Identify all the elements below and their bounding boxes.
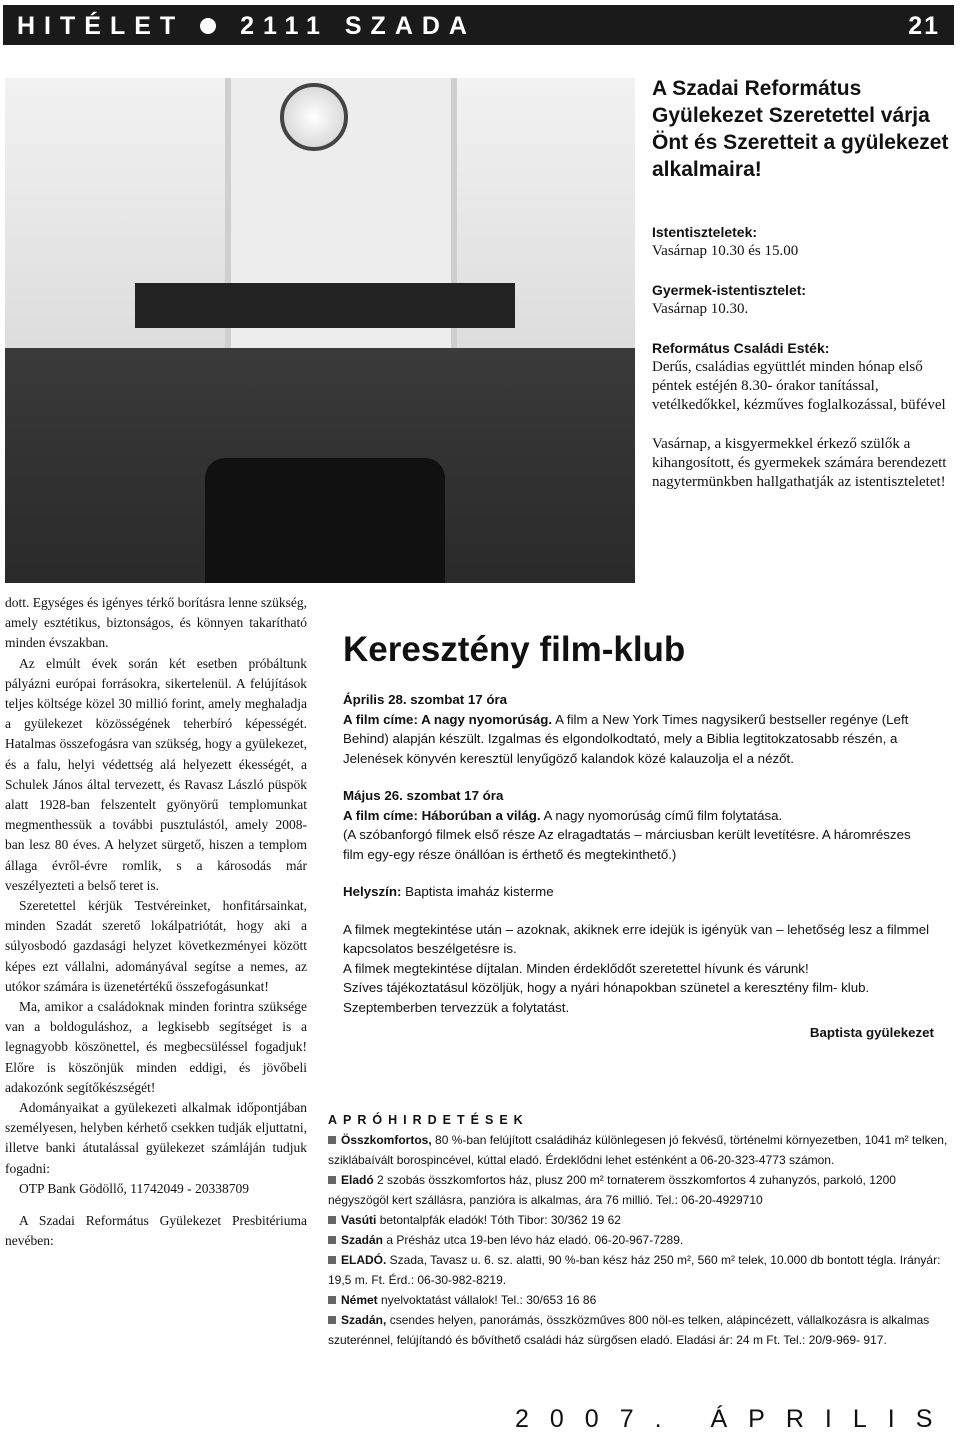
filmclub-info: Szíves tájékoztatásul közöljük, hogy a nyári hónapokban szünetel a keresztény film- klub. Szeptemberben tervezzük a folytatást. xyxy=(343,980,870,1015)
film1-date: Április 28. szombat 17 óra xyxy=(343,692,508,707)
ad-keyword: ELADÓ. xyxy=(341,1253,387,1267)
ad-keyword: Összkomfortos, xyxy=(341,1133,432,1147)
header-section: HITÉLET xyxy=(17,12,185,40)
ad-text: a Présház utca 19-ben lévo ház eladó. 06-20-967-7289. xyxy=(383,1233,684,1247)
ad-item xyxy=(328,1170,948,1210)
round-window-icon xyxy=(280,83,348,151)
film2-desc xyxy=(343,806,934,826)
film1-desc xyxy=(343,710,934,769)
ad-text: 80 %-ban felújított családiház különlegesen jó fekvésű, történelmi környezetben, 1041 m² telken, sziklábaívált borospincével, kúttal eladó. Érdeklődni lehet esténként a 06-20-323-4773 számon. xyxy=(328,1133,948,1167)
church-info xyxy=(652,75,957,492)
ad-keyword: Szadán, xyxy=(341,1313,387,1327)
film1-label: A film címe: A nagy nyomorúság. xyxy=(343,711,553,727)
square-bullet-icon xyxy=(328,1216,336,1224)
children-service-title: Gyermek-istentisztelet: xyxy=(652,282,807,298)
family-evening-text: Derűs, családias együttlét minden hónap első péntek estéjén 8.30- órakor tanítással, vetélkedőkkel, kézműves foglalkozással, büfével xyxy=(652,359,946,413)
ad-text: csendes helyen, panorámás, összközműves 800 nöl-es telken, alápincézett, vállalkozásra is alkalmas szuterénnel, felújítandó és bővíthető családi ház sürgősen eladó. Eladási ár: 24 m Ft. Tel.: 20/9-969- 917. xyxy=(328,1313,930,1347)
page-header xyxy=(3,5,954,45)
article-paragraph: Adományaikat a gyülekezeti alkalmak időpontjában személyesen, helyben kérhető csekken tudják eljuttatni, illetve banki átutalással gyülekezet számláján tudjuk fogadni: xyxy=(5,1100,307,1176)
filmclub-info: A filmek megtekintése díjtalan. Minden érdeklődőt szeretettel hívunk és várunk! xyxy=(343,960,809,976)
bank-account: OTP Bank Gödöllő, 11742049 - 20338709 xyxy=(19,1180,249,1196)
service-title: Istentiszteletek: xyxy=(652,224,758,240)
children-service-block xyxy=(652,281,957,319)
photo-banner xyxy=(135,283,515,328)
children-service-text: Vasárnap 10.30. xyxy=(652,301,749,317)
ad-item xyxy=(328,1230,948,1250)
ad-item xyxy=(328,1290,948,1310)
ad-keyword: Vasúti xyxy=(341,1213,377,1227)
ad-keyword: Eladó xyxy=(341,1173,374,1187)
ad-keyword: Német xyxy=(341,1293,378,1307)
filmclub-signature: Baptista gyülekezet xyxy=(809,1025,934,1040)
square-bullet-icon xyxy=(328,1136,336,1144)
filmclub-title: Keresztény film-klub xyxy=(343,630,686,669)
classified-ads xyxy=(328,1110,948,1350)
parents-note: Vasárnap, a kisgyermekkel érkező szülők a kihangosított, és gyermekek számára berendezett nagytermünkben hallgathatják az istentiszteletet! xyxy=(652,436,947,490)
location-text: Baptista imaház kisterme xyxy=(401,884,554,899)
group-photo xyxy=(5,78,635,583)
service-block xyxy=(652,223,957,261)
service-text: Vasárnap 10.30 és 15.00 xyxy=(652,243,799,259)
ad-text: nyelvoktatást vállalok! Tel.: 30/653 16 86 xyxy=(377,1293,597,1307)
article-signature: A Szadai Református Gyülekezet Presbitériuma nevében: xyxy=(5,1213,307,1249)
filmclub-box xyxy=(325,610,950,1070)
ad-text: betontalpfák eladók! Tóth Tibor: 30/362 19 62 xyxy=(376,1213,621,1227)
header-town: 2111 SZADA xyxy=(240,12,476,40)
film2-note: (A szóbanforgó filmek első része Az elragadtatás – márciusban került levetítésre. A háromrészes film egy-egy része önállóan is érthető és megtekinthető.) xyxy=(343,827,911,862)
article-paragraph: Szeretettel kérjük Testvéreinket, honfitársainkat, minden Szadát szerető lokálpatriótát, hogy aki a súlyosbodó gazdasági helyzet következményei között képes ezt vállalni, adományával segítse a nemes, az utókor számára is üzenetértékű összefogásunkat! xyxy=(5,898,307,994)
film1-text: A film a New York Times nagysikerű bestseller regénye (Left Behind) alapján készült. Izgalmas és elgondolkodtató, mely a Biblia legtitokzatosabb részén, a Jelenések könyvén keresztül lenyűgöző kalandok közé kalauzolja el a nézőt. xyxy=(343,711,909,766)
family-evening-block xyxy=(652,339,957,415)
article-paragraph: Ma, amikor a családoknak minden forintra szüksége van a boldoguláshoz, a legkisebb segítséget is a legnagyobb köszönettel, és megbecsüléssel fogadjuk! Előre is köszönjük minden eddigi, és jövőbeli adakozónk segítőkészségét! xyxy=(5,999,307,1095)
ad-keyword: Szadán xyxy=(341,1233,384,1247)
page-number: 21 xyxy=(908,12,940,40)
article-paragraph: dott. Egységes és igényes térkő borításra lenne szükség, amely esztétikus, biztonságos, és könnyen takarítható minden évszakban. xyxy=(5,595,307,651)
film2-text: A nagy nyomorúság című film folytatása. xyxy=(540,807,783,823)
ad-text: Szada, Tavasz u. 6. sz. alatti, 90 %-ban kész ház 250 m², 560 m² telek, 10.000 db bontott tégla. Irányár: 19,5 m. Ft. Érd.: 06-30-982-8219. xyxy=(328,1253,941,1287)
church-heading: A Szadai Református Gyülekezet Szeretettel várja Önt és Szeretteit a gyülekezet alkalmaira! xyxy=(652,77,949,181)
square-bullet-icon xyxy=(328,1236,336,1244)
film2-label: A film címe: Háborúban a világ. xyxy=(343,807,541,823)
article-column xyxy=(5,593,307,1252)
film2-date: Május 26. szombat 17 óra xyxy=(343,788,504,803)
bullet-icon xyxy=(200,18,216,34)
ads-heading: APRÓHIRDETÉSEK xyxy=(328,1113,529,1127)
article-paragraph: Az elmúlt évek során két esetben próbáltunk pályázni európai forrásokra, sikertelenül. A felújítások teljes költsége közel 30 millió forint, amely meghaladja a gyülekezet közösségének teherbíró képességét. Hatalmas összefogásra van szükség, hogy a gyülekezet, és a falu, helyi védettség alá helyezett ékességét, a Schulek János által tervezett, és Ravasz László püspök alatt 1928-ban felszentelt gyönyörű templomunkat megmenthessük a további pusztulástól, amely 2008-ban lesz 80 éves. A helyzet sürgető, hiszen a templom állaga évről-évre romlik, s a károsodás már veszélyezteti a belső teret is. xyxy=(5,655,307,893)
ad-item xyxy=(328,1130,948,1170)
filmclub-location xyxy=(343,882,934,902)
ad-text: 2 szobás összkomfortos ház, plusz 200 m² tornaterem összkomfortos 4 zuhanyzós, parkoló, 1200 négyszögöl kert szállásra, panzióra is alkalmas, ára 76 millió. Tel.: 06-20-4929710 xyxy=(328,1173,896,1207)
square-bullet-icon xyxy=(328,1176,336,1184)
ad-item xyxy=(328,1210,948,1230)
square-bullet-icon xyxy=(328,1296,336,1304)
square-bullet-icon xyxy=(328,1316,336,1324)
family-evening-title: Református Családi Esték: xyxy=(652,340,830,356)
ad-item xyxy=(328,1310,948,1350)
header-title xyxy=(17,12,476,41)
ad-item xyxy=(328,1250,948,1290)
square-bullet-icon xyxy=(328,1256,336,1264)
location-label: Helyszín: xyxy=(343,884,402,899)
photo-table xyxy=(205,458,445,583)
page-footer-date: 2007. ÁPRILIS xyxy=(515,1405,954,1433)
filmclub-info: A filmek megtekintése után – azoknak, akiknek erre idejük is igényük van – lehetőség lesz a filmmel kapcsolatos beszélgetésre is. xyxy=(343,921,930,956)
